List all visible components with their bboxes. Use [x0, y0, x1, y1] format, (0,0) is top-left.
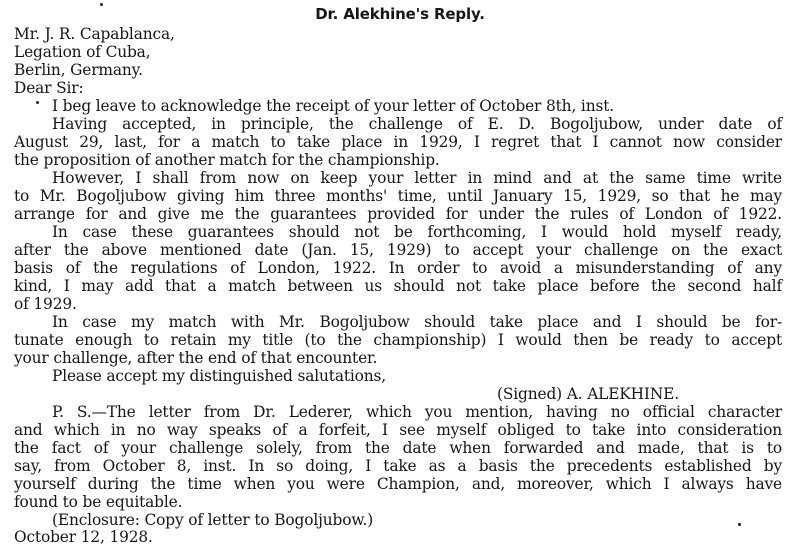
body-line: In case my match with Mr. Bogoljubow should take place and I should be for- [52, 313, 782, 331]
addressee-line: Mr. J. R. Capablanca, [14, 25, 175, 43]
body-line: arrange for and give me the guarantees provided for under the rules of London of 1922. [14, 205, 782, 223]
postscript-line: and which in no way speaks of a forfeit, I see myself obliged to take into consideration [14, 421, 782, 439]
body-line: I beg leave to acknowledge the receipt of your letter of October 8th, inst. [52, 97, 614, 115]
body-line: of 1929. [14, 295, 77, 313]
postscript-line: P. S.—The letter from Dr. Lederer, which you mention, having no official character [52, 403, 782, 421]
body-line: to Mr. Bogoljubow giving him three months' time, until January 15, 1929, so that he may [14, 187, 782, 205]
body-line: after the above mentioned date (Jan. 15, 1929) to accept your challenge on the exact [14, 241, 782, 259]
body-line: the proposition of another match for the championship. [14, 151, 440, 169]
enclosure-note: (Enclosure: Copy of letter to Bogoljubow.) [52, 511, 374, 529]
addressee-line: Berlin, Germany. [14, 61, 143, 79]
body-line: kind, I may add that a match between us should not take place before the second half [14, 277, 782, 295]
letter-heading: Dr. Alekhine's Reply. [315, 5, 485, 23]
postscript-line: yourself during the time when you were Champion, and, moreover, which I always have [14, 475, 782, 493]
body-line: your challenge, after the end of that encounter. [14, 349, 378, 367]
body-line: August 29, last, for a match to take place in 1929, I regret that I cannot now consider [14, 133, 782, 151]
postscript-line: the fact of your challenge solely, from the date when forwarded and made, that is to [14, 439, 782, 457]
body-line: However, I shall from now on keep your letter in mind and at the same time write [52, 169, 782, 187]
postscript-line: found to be equitable. [14, 493, 183, 511]
closing-line: Please accept my distinguished salutations, [52, 367, 387, 385]
ink-speck [36, 101, 39, 104]
salutation: Dear Sir: [14, 79, 84, 97]
postscript-line: say, from October 8, inst. In so doing, I take as a basis the precedents established by [14, 457, 782, 475]
letter-date: October 12, 1928. [14, 528, 153, 546]
body-line: tunate enough to retain my title (to the championship) I would then be ready to accept [14, 331, 782, 349]
body-line: Having accepted, in principle, the challenge of E. D. Bogoljubow, under date of [52, 115, 782, 133]
addressee-line: Legation of Cuba, [14, 43, 151, 61]
body-line: In case these guarantees should not be forthcoming, I would hold myself ready, [52, 223, 782, 241]
body-line: basis of the regulations of London, 1922. In order to avoid a misunderstanding of any [14, 259, 782, 277]
signature: (Signed) A. ALEKHINE. [497, 385, 680, 403]
